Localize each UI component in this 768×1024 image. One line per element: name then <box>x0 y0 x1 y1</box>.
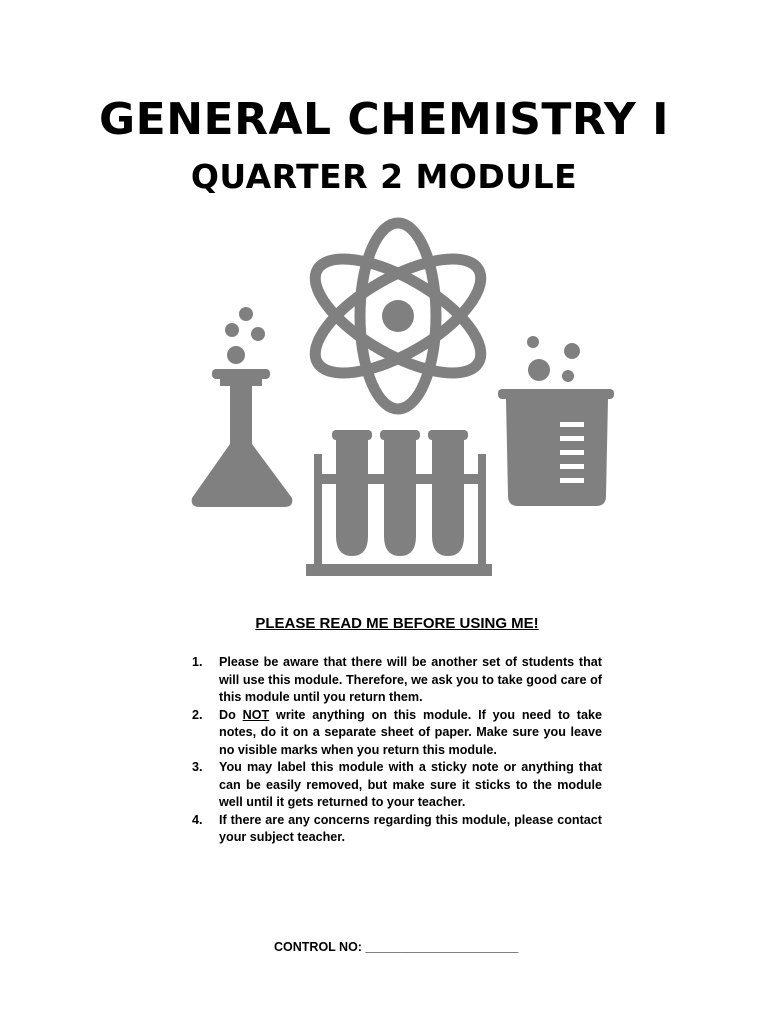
notice-list <box>192 654 602 847</box>
control-number-field: CONTROL NO: ______________________ <box>274 940 519 954</box>
notice-heading: PLEASE READ ME BEFORE USING ME! <box>255 615 539 632</box>
list-item <box>192 707 602 760</box>
test-tube-rack-icon <box>306 430 492 576</box>
atom-icon <box>298 223 497 409</box>
list-item-text-before: Do <box>219 707 243 722</box>
module-title: GENERAL CHEMISTRY I <box>99 94 669 145</box>
list-item-emphasis: NOT <box>242 707 270 722</box>
chemistry-illustration <box>180 214 620 582</box>
list-item-number: 2. <box>192 707 203 722</box>
list-item-text-after: write anything on this module. If you need to take notes, do it on a separate sheet of paper. Make sure you leave no visible marks when you return this module. <box>219 707 602 757</box>
list-item-number: 1. <box>192 655 203 669</box>
list-item <box>192 812 602 847</box>
list-item-text: You may label this module with a sticky note or anything that can be easily removed, but make sure it sticks to the module well until it gets returned to your teacher. <box>219 760 602 809</box>
list-item <box>192 759 602 812</box>
list-item-number: 3. <box>192 760 203 774</box>
list-item-text: If there are any concerns regarding this module, please contact your subject teacher. <box>219 812 602 844</box>
list-item-text: Please be aware that there will be another set of students that will use this module. Therefore, we ask you to take good care of this module until you return them. <box>219 655 602 704</box>
module-subtitle: QUARTER 2 MODULE <box>190 157 578 196</box>
list-item-number: 4. <box>192 812 203 827</box>
list-item <box>192 654 602 707</box>
erlenmeyer-flask-icon <box>192 307 293 507</box>
beaker-icon <box>498 336 614 506</box>
